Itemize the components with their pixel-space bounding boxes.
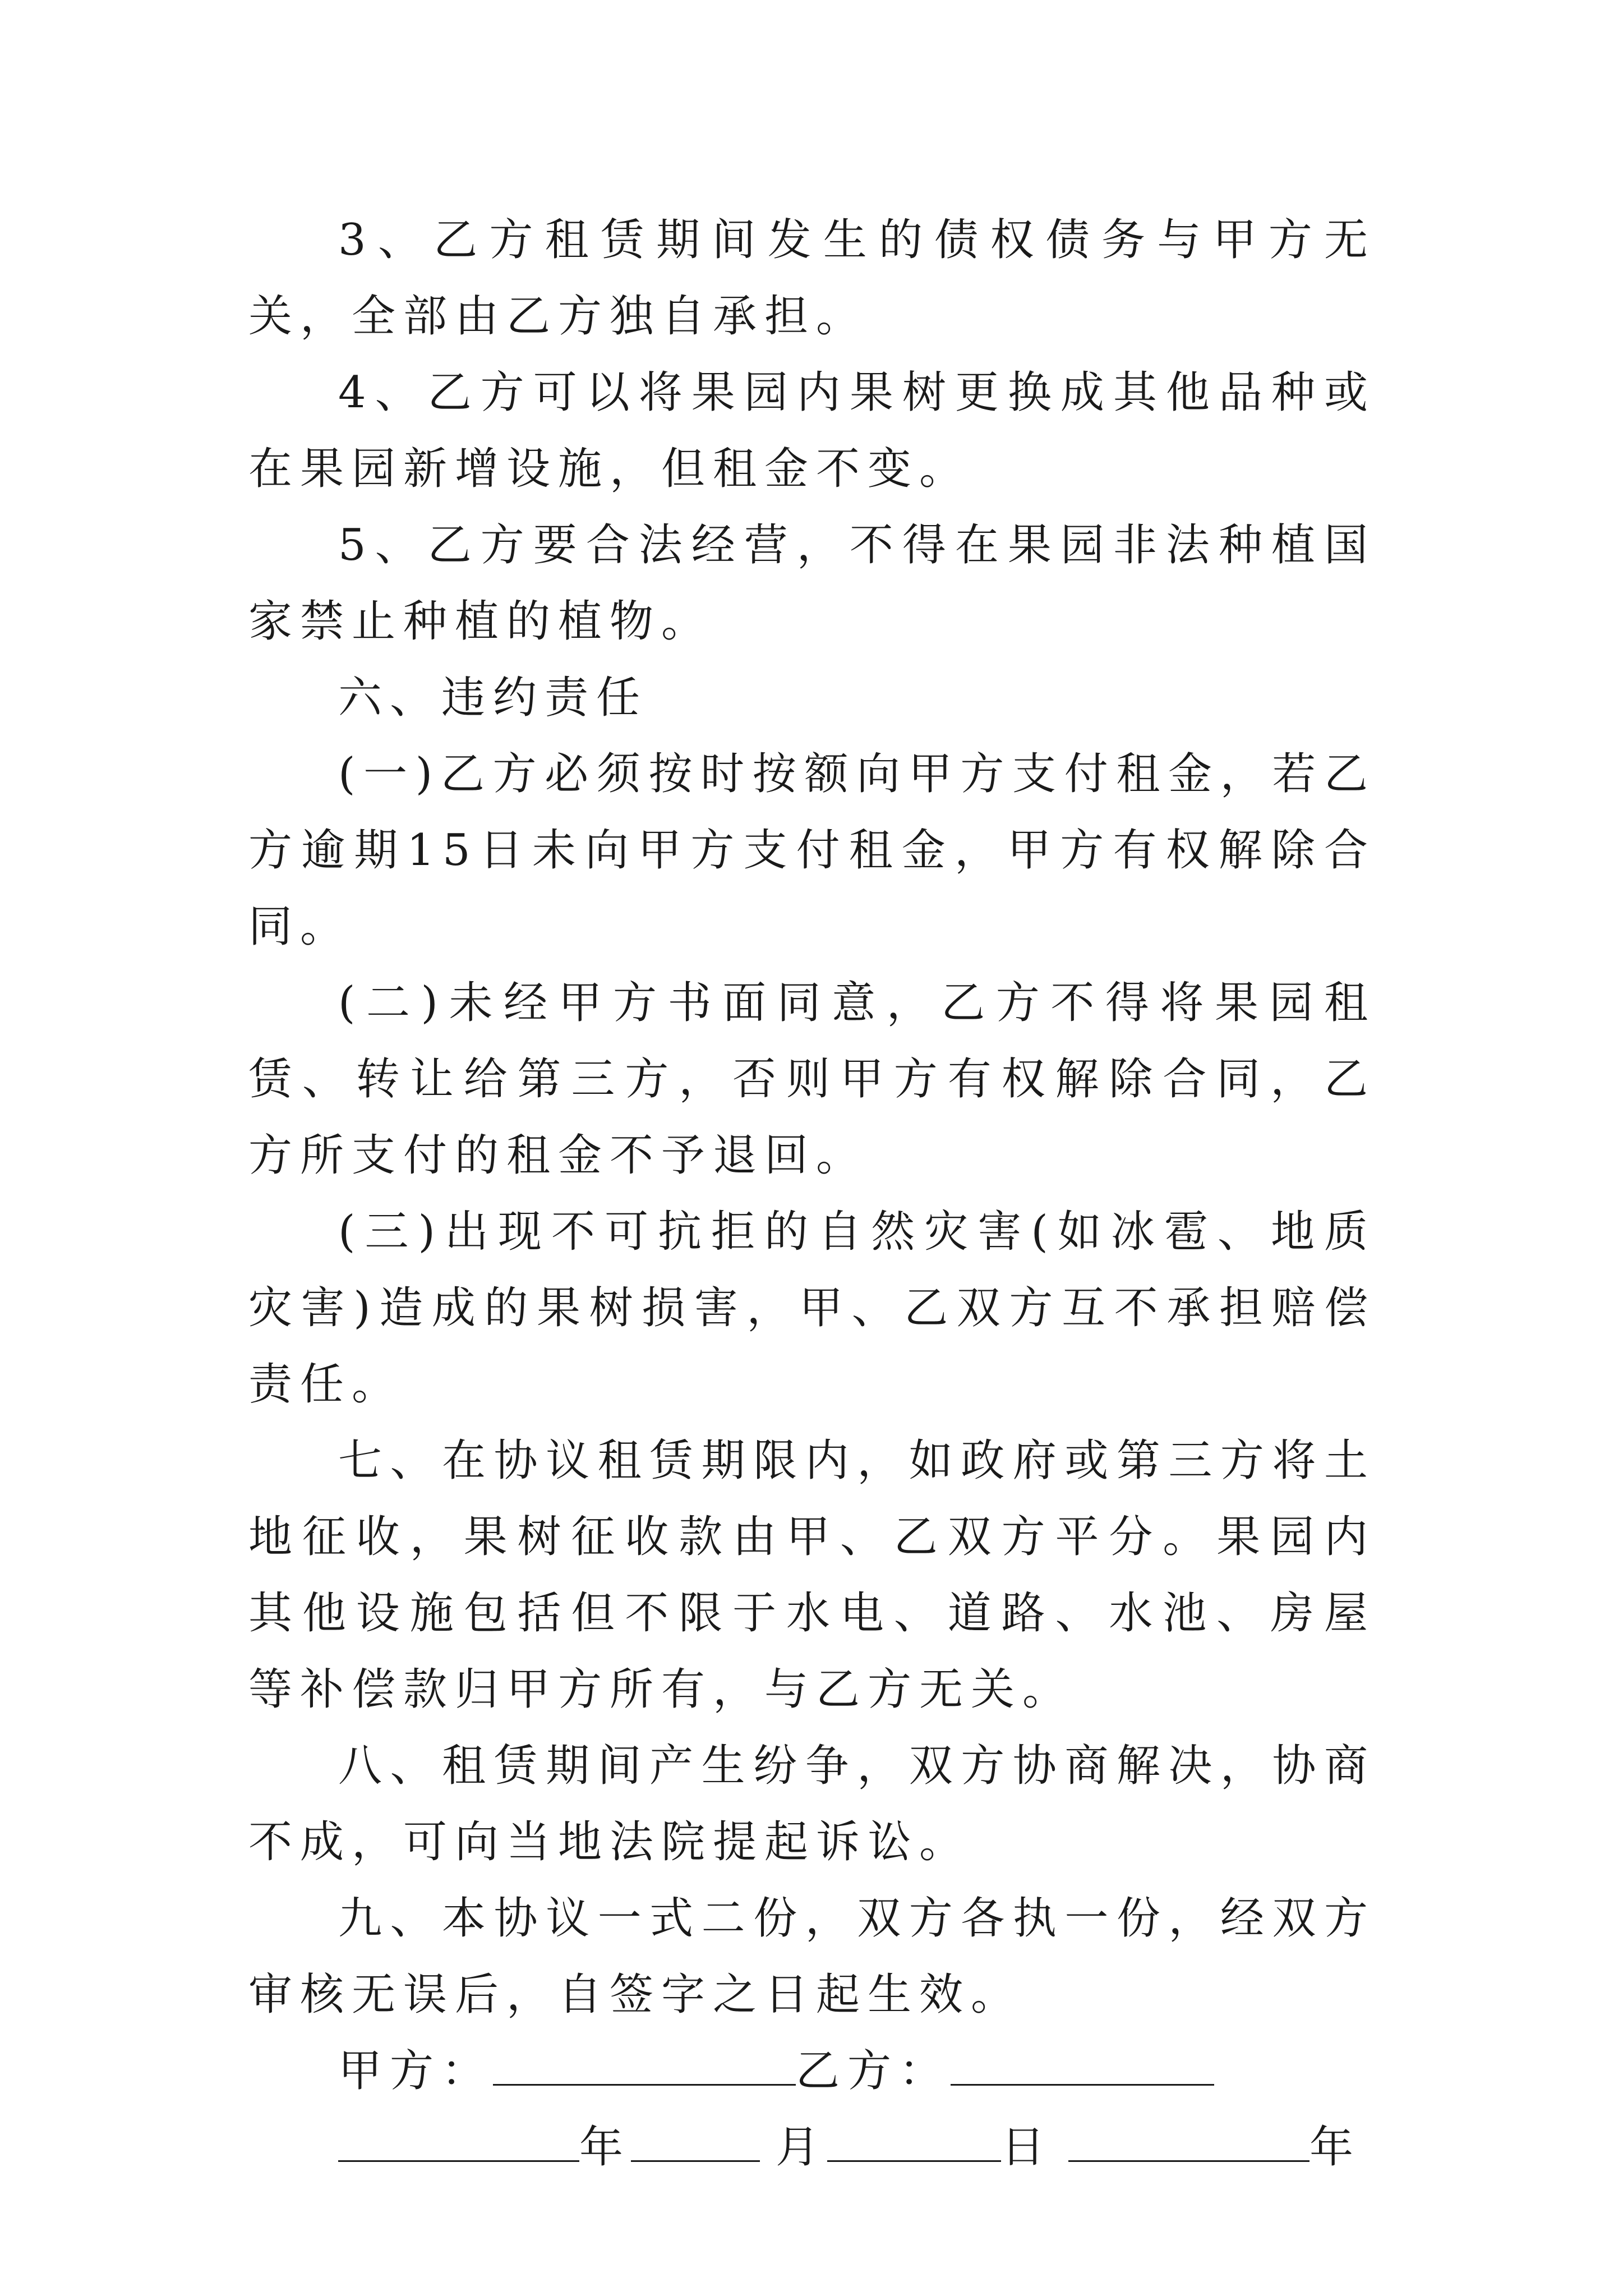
year-label: 年 xyxy=(579,2122,631,2173)
paragraph-liability-2: (二)未经甲方书面同意，乙方不得将果园租赁、转让给第三方，否则甲方有权解除合同，乙方所支付的租金不予退回。 xyxy=(248,978,1376,1181)
day-blank[interactable] xyxy=(827,2121,1001,2162)
month-label: 月 xyxy=(776,2122,828,2173)
paragraph-liability-1: (一)乙方必须按时按额向甲方支付租金，若乙方逾期15日未向甲方支付租金，甲方有权解除合同。 xyxy=(248,749,1376,952)
month-blank[interactable] xyxy=(631,2121,760,2162)
document-body xyxy=(248,202,1376,2185)
party-a-signature-blank[interactable] xyxy=(493,2045,796,2086)
paragraph-clause-7: 七、在协议租赁期限内，如政府或第三方将土地征收，果树征收款由甲、乙双方平分。果园内其他设施包括但不限于水电、道路、水池、房屋等补偿款归甲方所有，与乙方无关。 xyxy=(248,1435,1376,1715)
party-b-label: 乙方： xyxy=(796,2046,951,2096)
day-label: 日 xyxy=(1001,2122,1053,2173)
paragraph-clause-8: 八、租赁期间产生纷争，双方协商解决，协商不成，可向当地法院提起诉讼。 xyxy=(248,1741,1376,1867)
party-b-signature-blank[interactable] xyxy=(951,2045,1214,2086)
year-blank[interactable] xyxy=(338,2121,579,2162)
signature-line xyxy=(248,2033,1376,2109)
paragraph-clause-9: 九、本协议一式二份，双方各执一份，经双方审核无误后，自签字之日起生效。 xyxy=(248,1893,1376,2020)
section-heading-liability: 六、违约责任 xyxy=(338,673,648,723)
year-label-2: 年 xyxy=(1310,2122,1362,2173)
party-a-label: 甲方： xyxy=(338,2046,494,2096)
paragraph-clause-4: 4、乙方可以将果园内果树更换成其他品种或在果园新增设施，但租金不变。 xyxy=(248,367,1376,494)
paragraph-clause-5: 5、乙方要合法经营，不得在果园非法种植国家禁止种植的植物。 xyxy=(248,520,1376,647)
paragraph-liability-3: (三)出现不可抗拒的自然灾害(如冰雹、地质灾害)造成的果树损害，甲、乙双方互不承担赔偿责任。 xyxy=(248,1207,1376,1410)
paragraph-clause-3: 3、乙方租赁期间发生的债权债务与甲方无关，全部由乙方独自承担。 xyxy=(248,215,1376,342)
date-line xyxy=(248,2109,1376,2185)
year-blank-2[interactable] xyxy=(1068,2121,1310,2162)
